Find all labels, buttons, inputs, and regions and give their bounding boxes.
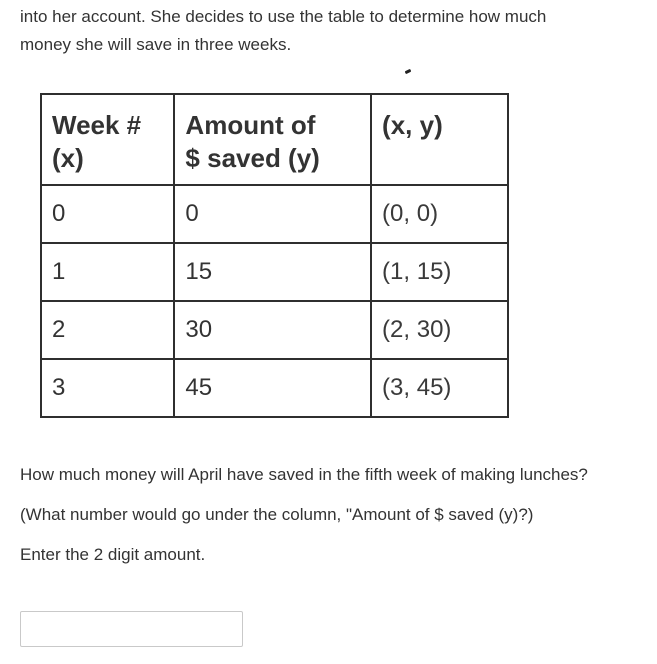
question-line-2: (What number would go under the column, "Amount of $ saved (y)?) [20, 505, 534, 524]
cell-week: 3 [41, 359, 174, 417]
table-header-row [41, 94, 508, 185]
header-amount [174, 94, 371, 185]
header-week-line-2: (x) [52, 143, 84, 173]
stray-mark [405, 69, 412, 74]
problem-intro [20, 3, 640, 59]
answer-input[interactable] [20, 611, 243, 647]
cell-amount: 15 [174, 243, 371, 301]
cell-pair: (0, 0) [371, 185, 508, 243]
cell-week: 2 [41, 301, 174, 359]
header-amount-line-2: $ saved (y) [185, 143, 320, 173]
intro-line-2: money she will save in three weeks. [20, 35, 292, 54]
cell-pair: (1, 15) [371, 243, 508, 301]
cell-week: 0 [41, 185, 174, 243]
header-pair [371, 94, 508, 185]
intro-line-1: into her account. She decides to use the table to determine how much [20, 7, 547, 26]
table-row [41, 301, 508, 359]
header-week [41, 94, 174, 185]
cell-pair: (3, 45) [371, 359, 508, 417]
table-row [41, 185, 508, 243]
table-row [41, 359, 508, 417]
cell-amount: 45 [174, 359, 371, 417]
header-week-line-1: Week # [52, 110, 142, 140]
cell-amount: 0 [174, 185, 371, 243]
header-amount-line-1: Amount of [185, 110, 316, 140]
savings-table [40, 93, 509, 418]
question-prompt [20, 460, 650, 580]
question-line-1: How much money will April have saved in the fifth week of making lunches? [20, 465, 588, 484]
cell-amount: 30 [174, 301, 371, 359]
cell-week: 1 [41, 243, 174, 301]
table-row [41, 243, 508, 301]
header-pair-line-1: (x, y) [382, 110, 443, 140]
cell-pair: (2, 30) [371, 301, 508, 359]
question-line-3: Enter the 2 digit amount. [20, 545, 206, 564]
